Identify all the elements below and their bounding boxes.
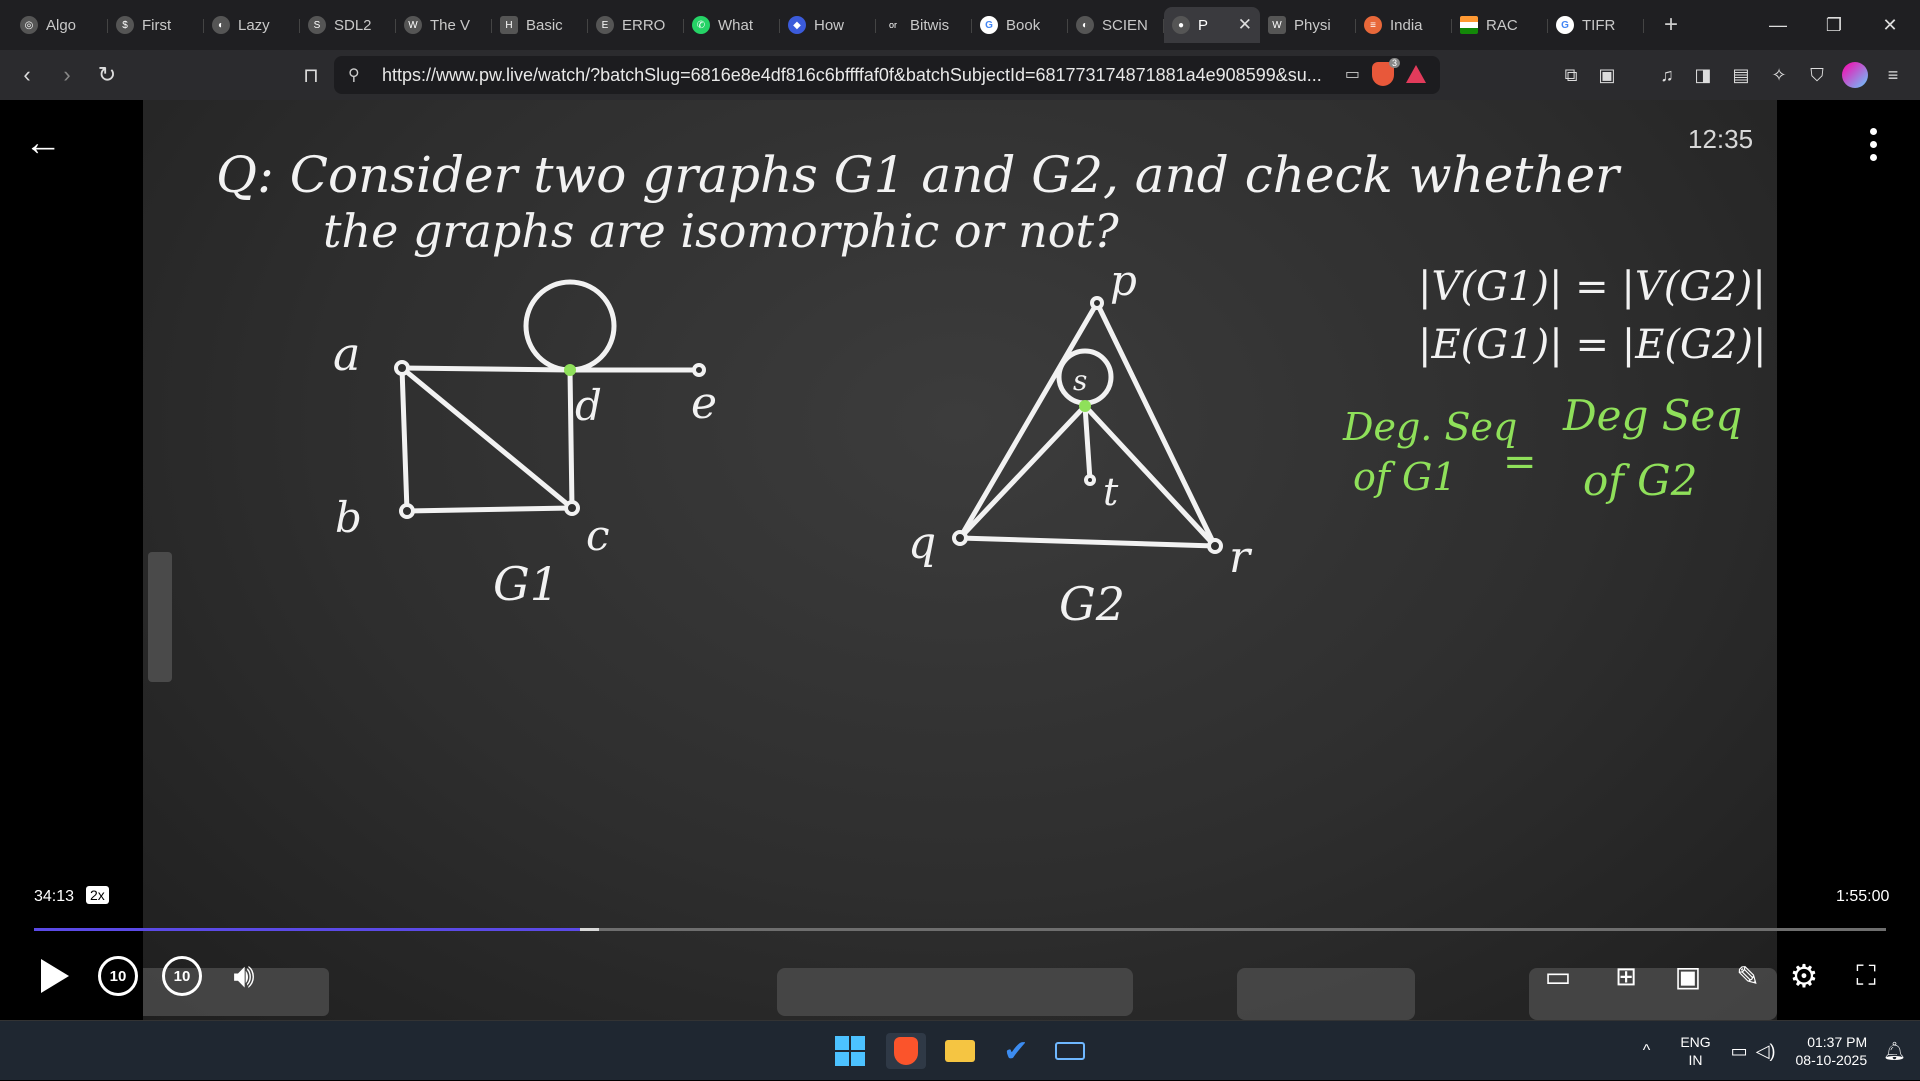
- browser-tab[interactable]: [876, 7, 972, 43]
- tab-label: TIFR: [1582, 16, 1616, 34]
- brave-taskbar-button[interactable]: [886, 1033, 926, 1069]
- site-settings-icon[interactable]: ⚲: [348, 67, 360, 84]
- deg-right-line1: Deg Seq: [1563, 391, 1743, 440]
- translate-button[interactable]: [1604, 952, 1648, 1000]
- g1-label: G1: [493, 557, 560, 611]
- site-icon: ≡: [1364, 16, 1382, 34]
- menu-icon[interactable]: ≡: [1887, 64, 1899, 85]
- browser-tab[interactable]: [780, 7, 876, 43]
- question-line-1: Q: Consider two graphs G1 and G2, and check whether: [216, 146, 1620, 204]
- translate-icon: ⊞: [1615, 960, 1637, 991]
- tab-label: Bitwis: [910, 16, 950, 34]
- address-toolbar: [0, 50, 1920, 100]
- vpn-icon[interactable]: ⛉: [1810, 64, 1824, 85]
- video-frame[interactable]: [143, 100, 1777, 1020]
- language-indicator[interactable]: [1680, 1033, 1710, 1069]
- todo-button[interactable]: [996, 1033, 1036, 1069]
- cast-icon[interactable]: ▭: [1344, 66, 1360, 83]
- video-clock: 12:35: [1688, 124, 1754, 154]
- fullscreen-icon: ⛶: [1856, 959, 1876, 991]
- shields-count: 3: [1389, 58, 1400, 68]
- forward-icon[interactable]: ›: [63, 62, 71, 87]
- speed-badge[interactable]: 2x: [86, 886, 109, 904]
- forward-10-icon: 10: [162, 956, 202, 996]
- g2-edge-qs: [960, 406, 1085, 538]
- folder-icon: [945, 1040, 975, 1062]
- tab-label: ERRO: [622, 16, 666, 34]
- site-icon: E: [596, 16, 614, 34]
- lang-code: ENG: [1680, 1034, 1711, 1050]
- g1-vertex-e: [694, 365, 704, 375]
- site-icon: W: [404, 16, 422, 34]
- play-button[interactable]: [30, 952, 78, 1000]
- browser-tab[interactable]: [1068, 7, 1164, 43]
- keyboard-button[interactable]: [1050, 1033, 1090, 1069]
- g2-label: G2: [1059, 577, 1126, 631]
- video-toolbar-right: [1237, 968, 1415, 1020]
- chat-icon: ▭: [1544, 960, 1572, 992]
- chat-button[interactable]: [1536, 952, 1580, 1000]
- reader-icon[interactable]: ▣: [1598, 64, 1616, 85]
- picture-in-picture-icon: ▣: [1674, 960, 1702, 992]
- browser-tab[interactable]: [204, 7, 300, 43]
- g2-vertex-q: [954, 532, 966, 544]
- media-icon[interactable]: ♫: [1660, 64, 1674, 85]
- video-side-panel: [148, 552, 172, 682]
- label-e: e: [691, 378, 718, 429]
- label-d: d: [575, 381, 602, 430]
- tab-label: How: [814, 16, 845, 34]
- minimize-icon[interactable]: —: [1769, 14, 1787, 35]
- tab-strip: [0, 0, 1920, 50]
- volume-icon: 🔊︎: [233, 956, 255, 995]
- windows-icon: [835, 1036, 865, 1066]
- keyboard-icon: [1055, 1042, 1085, 1060]
- browser-tab[interactable]: [684, 7, 780, 43]
- label-r: r: [1229, 532, 1251, 583]
- brave-icon: [894, 1037, 918, 1065]
- seek-buffer: [580, 928, 599, 931]
- browser-tab[interactable]: [588, 7, 684, 43]
- g1-edge-ac: [402, 368, 572, 508]
- tab-label: Lazy: [238, 16, 270, 34]
- g2-edge-pq: [960, 303, 1097, 538]
- back-icon[interactable]: ‹: [23, 62, 31, 87]
- wallet-icon[interactable]: ▤: [1732, 64, 1750, 85]
- rewind-10-icon: 10: [98, 956, 138, 996]
- seek-bar[interactable]: [34, 928, 1886, 931]
- g1-vertex-b: [401, 505, 413, 517]
- fullscreen-button[interactable]: [1844, 952, 1888, 1000]
- tab-label: What: [718, 16, 754, 34]
- tab-label: Book: [1006, 16, 1041, 34]
- browser-tab-active[interactable]: [1164, 7, 1260, 43]
- system-tray: [1643, 1021, 1920, 1081]
- tab-label: The V: [430, 16, 471, 34]
- deg-left-line1: Deg. Seq: [1343, 405, 1518, 449]
- browser-tab[interactable]: [1356, 7, 1452, 43]
- brave-shields-icon[interactable]: [1372, 58, 1397, 86]
- label-a: a: [333, 327, 361, 381]
- browser-tab[interactable]: [108, 7, 204, 43]
- globe-icon: ◐: [1076, 16, 1094, 34]
- blackboard: [143, 100, 1777, 1020]
- g2-vertex-t: [1086, 476, 1094, 484]
- total-duration: 1:55:00: [1836, 888, 1890, 905]
- label-c: c: [586, 511, 610, 560]
- play-icon: [37, 957, 71, 995]
- site-icon: H: [500, 16, 518, 34]
- tab-label: Physi: [1294, 16, 1331, 34]
- g1-edge-ab: [402, 368, 407, 511]
- label-b: b: [335, 493, 362, 542]
- tab-label: Algo: [46, 16, 77, 34]
- site-icon: $: [116, 16, 134, 34]
- google-icon: G: [1556, 16, 1574, 34]
- lang-region: IN: [1688, 1052, 1703, 1068]
- browser-tab[interactable]: [1452, 7, 1548, 43]
- g2-vertex-s-dot: [1079, 400, 1091, 412]
- g2-edge-st: [1085, 406, 1090, 480]
- tab-label: Basic: [526, 16, 563, 34]
- bookmark-site-icon: ◆: [788, 16, 806, 34]
- skip-forward-button[interactable]: [158, 952, 206, 1000]
- label-t: t: [1103, 470, 1119, 514]
- taskbar: [0, 1020, 1920, 1080]
- url-field[interactable]: [334, 56, 1440, 94]
- site-icon: S: [308, 16, 326, 34]
- browser-tab[interactable]: [12, 7, 108, 43]
- g2-vertex-r: [1209, 540, 1221, 552]
- system-time: 01:37 PM: [1807, 1034, 1868, 1050]
- notes-icon: ✎: [1736, 960, 1760, 992]
- g1-edge-ad: [402, 368, 570, 370]
- tab-label: SCIEN: [1102, 16, 1148, 34]
- reload-icon[interactable]: ↻: [97, 62, 117, 87]
- deg-left-line2: of G1: [1353, 455, 1457, 499]
- speaker-icon[interactable]: ◁): [1755, 1040, 1776, 1061]
- g1-vertex-a: [396, 362, 408, 374]
- whatsapp-icon: ✆: [692, 16, 710, 34]
- site-icon: or: [888, 20, 897, 30]
- deg-equals: =: [1503, 439, 1537, 485]
- chevron-up-icon[interactable]: ^: [1642, 1042, 1651, 1059]
- new-tab-icon[interactable]: +: [1663, 11, 1678, 38]
- g1-vertex-d: [564, 364, 576, 376]
- site-icon: ◎: [20, 16, 38, 34]
- profile-avatar[interactable]: [1842, 62, 1868, 88]
- skip-back-button[interactable]: [94, 952, 142, 1000]
- g1-loop-d: [526, 282, 614, 370]
- note-edge-count: |E(G1)| = |E(G2)|: [1418, 322, 1767, 368]
- deg-right-line2: of G2: [1583, 456, 1698, 505]
- close-window-icon[interactable]: ✕: [1882, 14, 1898, 35]
- brave-rewards-icon[interactable]: [1406, 65, 1426, 83]
- g2-vertex-p: [1092, 298, 1102, 308]
- notification-bell-icon[interactable]: 🔔︎: [1883, 1040, 1906, 1061]
- seek-progress: [34, 928, 580, 931]
- close-tab-icon[interactable]: ✕: [1237, 15, 1252, 34]
- tab-label: SDL2: [334, 16, 372, 34]
- tab-label: India: [1390, 16, 1423, 34]
- more-options-icon[interactable]: [1868, 128, 1878, 161]
- tab-label: First: [142, 16, 172, 34]
- browser-tab[interactable]: [396, 7, 492, 43]
- g1-vertex-c: [566, 502, 578, 514]
- label-s: s: [1073, 364, 1088, 397]
- sidebar-icon[interactable]: ◨: [1694, 64, 1712, 85]
- video-player[interactable]: [0, 100, 1920, 1020]
- leo-ai-icon[interactable]: ✧: [1771, 64, 1787, 85]
- notes-button[interactable]: [1726, 952, 1770, 1000]
- browser-tab[interactable]: [1548, 7, 1644, 43]
- g1-edge-dc: [570, 370, 572, 508]
- pip-button[interactable]: [1666, 952, 1710, 1000]
- site-icon: ●: [1172, 16, 1190, 34]
- settings-button[interactable]: [1782, 952, 1826, 1000]
- label-p: p: [1110, 256, 1137, 305]
- wikipedia-icon: W: [1268, 16, 1286, 34]
- url-text[interactable]: https://www.pw.live/watch/?batchSlug=6816e8e4df816c6bffffaf0f&batchSubjectId=681773174871881a4e908599&su...: [382, 64, 1322, 85]
- g2-edge-qr: [960, 538, 1215, 546]
- browser-tab[interactable]: [300, 7, 396, 43]
- tab-label: P: [1198, 16, 1209, 34]
- browser-tab[interactable]: [492, 7, 588, 43]
- note-vertex-count: |V(G1)| = |V(G2)|: [1418, 264, 1766, 310]
- video-toolbar-center: [777, 968, 1133, 1016]
- elapsed-time: 34:13: [34, 888, 75, 905]
- tab-label: RAC: [1486, 16, 1518, 34]
- question-line-2: the graphs are isomorphic or not?: [323, 204, 1119, 258]
- browser-tab[interactable]: [1260, 7, 1356, 43]
- india-flag-icon: [1460, 16, 1478, 34]
- g1-edge-bc: [407, 508, 572, 511]
- system-date: 08-10-2025: [1795, 1052, 1868, 1068]
- clock-date[interactable]: [1796, 1033, 1868, 1069]
- start-button[interactable]: [830, 1033, 870, 1069]
- gear-icon: ⚙: [1789, 958, 1819, 994]
- network-icon[interactable]: ▭: [1730, 1040, 1748, 1061]
- checkmark-icon: ✔: [1003, 1034, 1029, 1068]
- browser-tab[interactable]: [972, 7, 1068, 43]
- bookmark-icon[interactable]: ⊓: [303, 64, 319, 87]
- google-icon: G: [980, 16, 998, 34]
- label-q: q: [908, 518, 937, 569]
- back-arrow-icon[interactable]: ←: [24, 122, 62, 164]
- restore-icon[interactable]: ❐: [1825, 14, 1843, 35]
- globe-icon: ◐: [212, 16, 230, 34]
- file-explorer-button[interactable]: [940, 1033, 980, 1069]
- extensions-icon[interactable]: ⧉: [1564, 64, 1578, 85]
- volume-button[interactable]: [220, 952, 268, 1000]
